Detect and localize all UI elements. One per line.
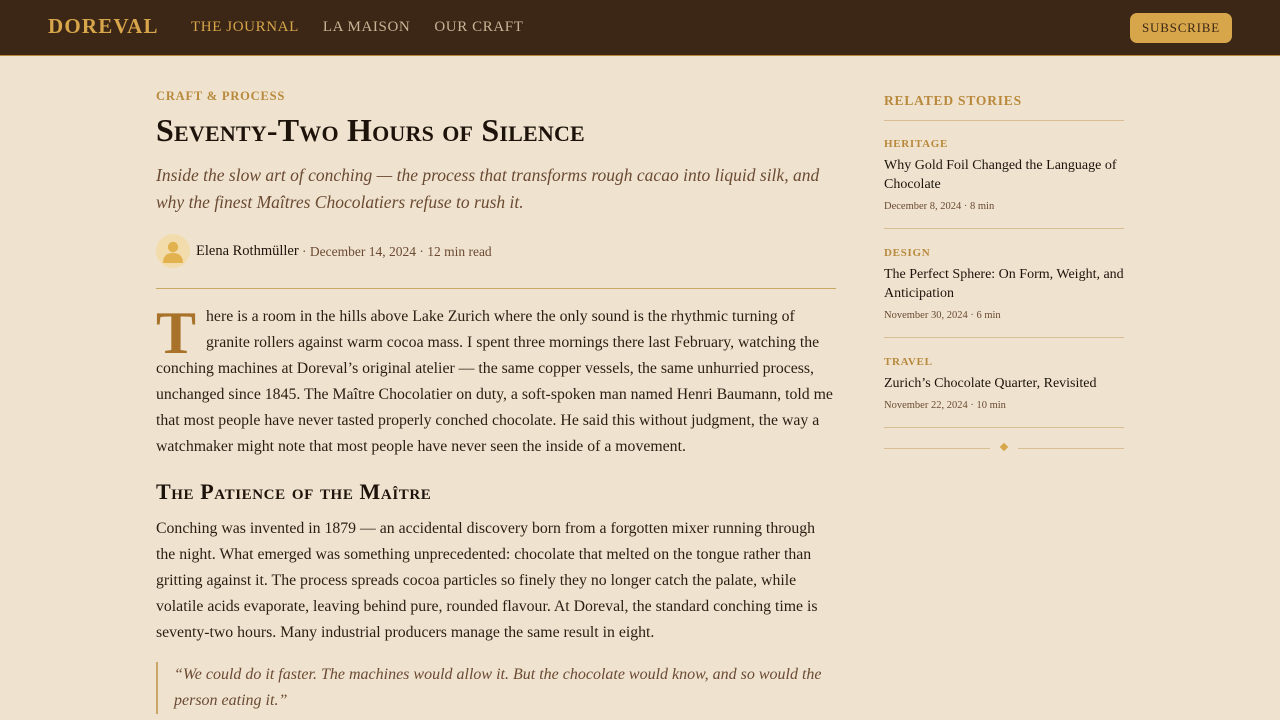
main-nav xyxy=(191,19,548,36)
paragraph-intro-text: here is a room in the hills above Lake Zurich where the only sound is the rhythmic turning of granite rollers against warm cocoa mass. I spent three mornings there last February, watching the conching machines at Doreval’s original atelier — the same copper vessels, the same unhurried process, unchanged since 1845. The Maître Chocolatier on duty, a soft-spoken man named Henri Baumann, told me that most people have never tasted properly conched chocolate. He said this without judgment, the way a watchmaker might note that most people have never seen the inside of a movement. xyxy=(156,308,833,455)
article-body xyxy=(156,300,836,714)
sidebar-divider xyxy=(884,337,1124,338)
article-meta: · December 14, 2024 · 12 min read xyxy=(302,244,492,259)
author-avatar[interactable] xyxy=(156,234,190,268)
related-stories-title: RELATED STORIES xyxy=(884,93,1022,108)
brand-logo[interactable]: DOREVAL xyxy=(48,14,159,38)
nav-link-our-craft[interactable]: OUR CRAFT xyxy=(434,19,524,35)
paragraph-conching: Conching was invented in 1879 — an accidental discovery born from a forgotten mixer running through the night. What emerged was something unprecedented: chocolate that melted on the tongue rather than gritting against it. The process spreads cocoa particles so finely they no longer catch the palate, while volatile acids evaporate, leaving behind pure, rounded flavour. At Doreval, the standard conching time is seventy-two hours. Many industrial producers manage the same result in eight. xyxy=(156,520,818,641)
pull-quote: “We could do it faster. The machines would allow it. But the chocolate would know, and so would the person eating it.” xyxy=(156,662,836,714)
person-icon xyxy=(156,234,190,268)
story-tag: DESIGN xyxy=(884,247,931,259)
story-tag: HERITAGE xyxy=(884,138,949,150)
top-navigation-bar xyxy=(0,0,1280,56)
sidebar-divider xyxy=(884,120,1124,121)
subscribe-button[interactable]: SUBSCRIBE xyxy=(1130,13,1232,43)
nav-link-the-journal[interactable]: THE JOURNAL xyxy=(191,19,299,35)
story-meta: November 22, 2024 · 10 min xyxy=(884,400,1006,411)
related-story-card[interactable] xyxy=(884,138,1124,213)
story-tag: TRAVEL xyxy=(884,356,933,368)
article-divider xyxy=(156,288,836,289)
story-title[interactable]: Zurich’s Chocolate Quarter, Revisited xyxy=(884,376,1097,391)
paragraph-intro xyxy=(156,300,836,460)
sidebar-divider xyxy=(884,427,1124,428)
story-title[interactable]: Why Gold Foil Changed the Language of Chocolate xyxy=(884,158,1117,192)
article-title: Seventy-Two Hours of Silence xyxy=(156,112,585,148)
diamond-ornament-icon xyxy=(884,442,1124,454)
related-story-card[interactable] xyxy=(884,356,1124,412)
author-name[interactable]: Elena Rothmüller xyxy=(196,243,299,259)
sidebar-divider xyxy=(884,228,1124,229)
story-meta: November 30, 2024 · 6 min xyxy=(884,310,1001,321)
story-meta: December 8, 2024 · 8 min xyxy=(884,201,995,212)
related-story-card[interactable] xyxy=(884,247,1124,322)
section-heading: The Patience of the Maître xyxy=(156,479,432,504)
nav-link-la-maison[interactable]: LA MAISON xyxy=(322,19,411,35)
article-dek: Inside the slow art of conching — the process that transforms rough cacao into liquid silk, and why the finest Maîtres Chocolatiers refuse to rush it. xyxy=(156,165,820,212)
byline xyxy=(156,234,836,270)
story-title[interactable]: The Perfect Sphere: On Form, Weight, and Anticipation xyxy=(884,267,1124,301)
article-category[interactable]: CRAFT & PROCESS xyxy=(156,89,286,103)
drop-cap: T xyxy=(156,300,197,366)
